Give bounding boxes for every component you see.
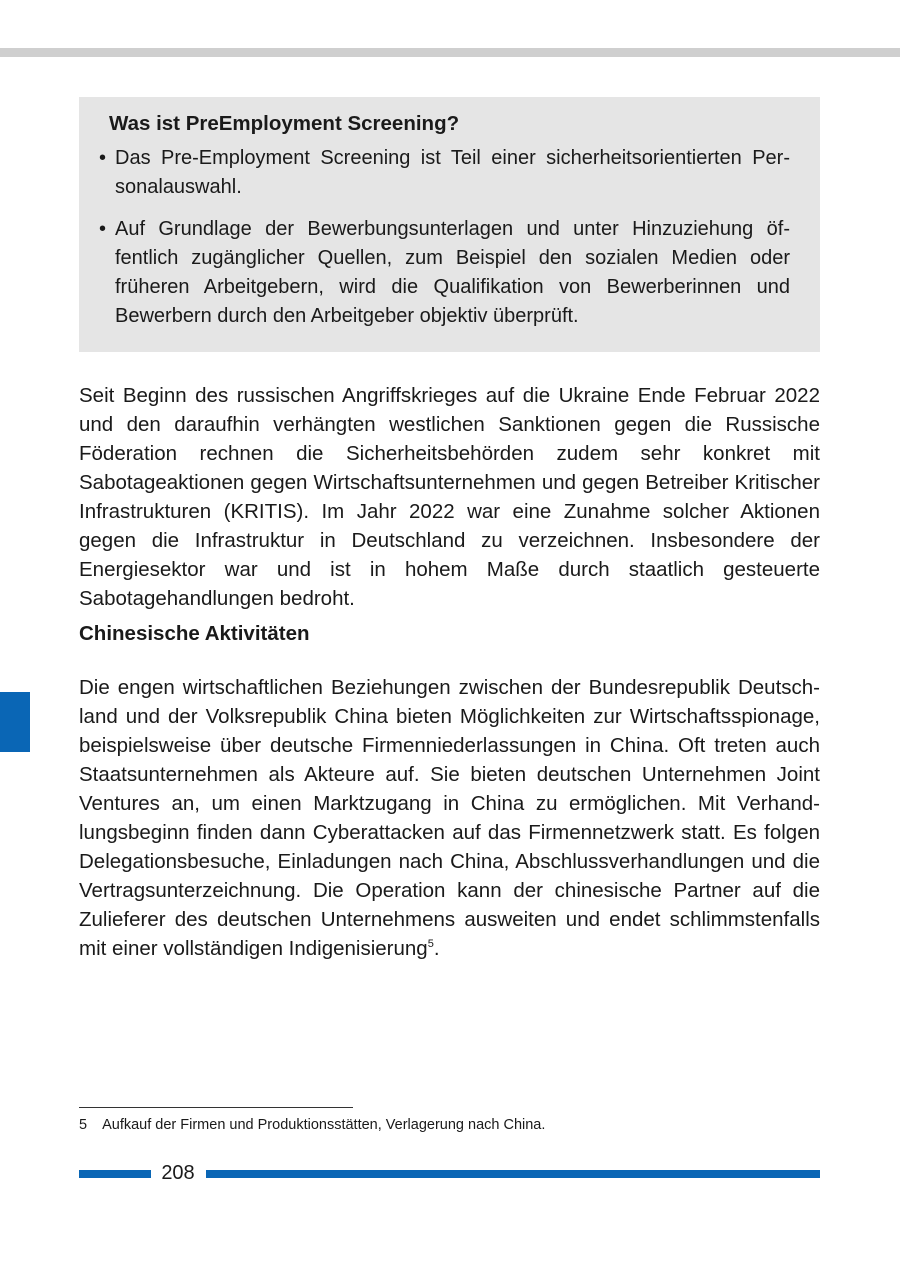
info-box-title: Was ist PreEmployment Screening? bbox=[109, 112, 460, 135]
section-heading: Chinesische Aktivitäten bbox=[79, 622, 310, 645]
info-box-list bbox=[99, 144, 790, 331]
body-paragraph-2-end: . bbox=[433, 937, 440, 960]
list-item bbox=[99, 144, 790, 202]
list-item-text: Das Pre-Employment Screening ist Teil einer sicherheitsorientierten Personalauswahl. bbox=[115, 147, 790, 198]
footnote bbox=[79, 1115, 545, 1135]
footer-bar-right bbox=[206, 1170, 820, 1178]
footnote-divider bbox=[79, 1107, 353, 1108]
bullet-icon: • bbox=[99, 218, 107, 240]
footnote-number: 5 bbox=[79, 1117, 88, 1133]
body-paragraph-2 bbox=[79, 673, 820, 963]
list-item-text: Auf Grundlage der Bewerbungsunterlagen und unter Hinzuziehung öffentlich zugänglicher Quellen, zum Beispiel den sozialen Medien oder früheren Arbeitgebern, wird die Qualifikation von Bewerberinnen und Bewerbern durch den Arbeitgeber objektiv überprüft. bbox=[115, 218, 790, 327]
info-box bbox=[79, 97, 820, 352]
top-rule bbox=[0, 48, 900, 57]
bullet-icon: • bbox=[99, 147, 107, 169]
footer-bar-left bbox=[79, 1170, 151, 1178]
body-paragraph-1: Seit Beginn des russischen Angriffskrieges auf die Ukraine Ende Februar 2022 und den daraufhin verhängten westlichen Sanktionen gegen die Russische Föderation rechnen die Sicherheitsbehörden zudem sehr konkret mit Sabotageaktionen gegen Wirtschaftsunternehmen und gegen Betreiber Kritischer Infrastrukturen (KRITIS). Im Jahr 2022 war eine Zunahme solcher Aktionen gegen die Infrastruktur in Deutschland zu verzeichnen. Insbesondere der Energiesektor war und ist in hohem Maße durch staatlich gesteuerte Sabotagehandlungen bedroht. bbox=[79, 384, 820, 610]
footnote-reference[interactable]: 5 bbox=[427, 938, 434, 951]
footnote-text: Aufkauf der Firmen und Produktionsstätten, Verlagerung nach China. bbox=[102, 1117, 546, 1133]
page-number: 208 bbox=[161, 1162, 195, 1184]
list-item bbox=[99, 215, 790, 331]
body-paragraph-2-text: Die engen wirtschaftlichen Beziehungen zwischen der Bundesrepublik Deutschland und der Volksrepublik China bieten Möglichkeiten zur Wirtschaftsspionage, beispielsweise über deutsche Firmenniederlassungen in China. Oft treten auch Staatsunternehmen als Akteure auf. Sie bieten deutschen Unternehmen Joint Ventures an, um einen Marktzugang in China zu ermöglichen. Mit Verhandlungsbeginn finden dann Cyberattacken auf das Firmennetzwerk statt. Es folgen Delegationsbesuche, Einladungen nach China, Abschlussverhandlungen und die Vertragsunterzeichnung. Die Operation kann der chinesische Partner auf die Zulieferer des deutschen Unternehmens ausweiten und endet schlimmstenfalls mit einer vollständigen Indigenisierung bbox=[79, 676, 820, 960]
chapter-side-tab bbox=[0, 692, 30, 752]
